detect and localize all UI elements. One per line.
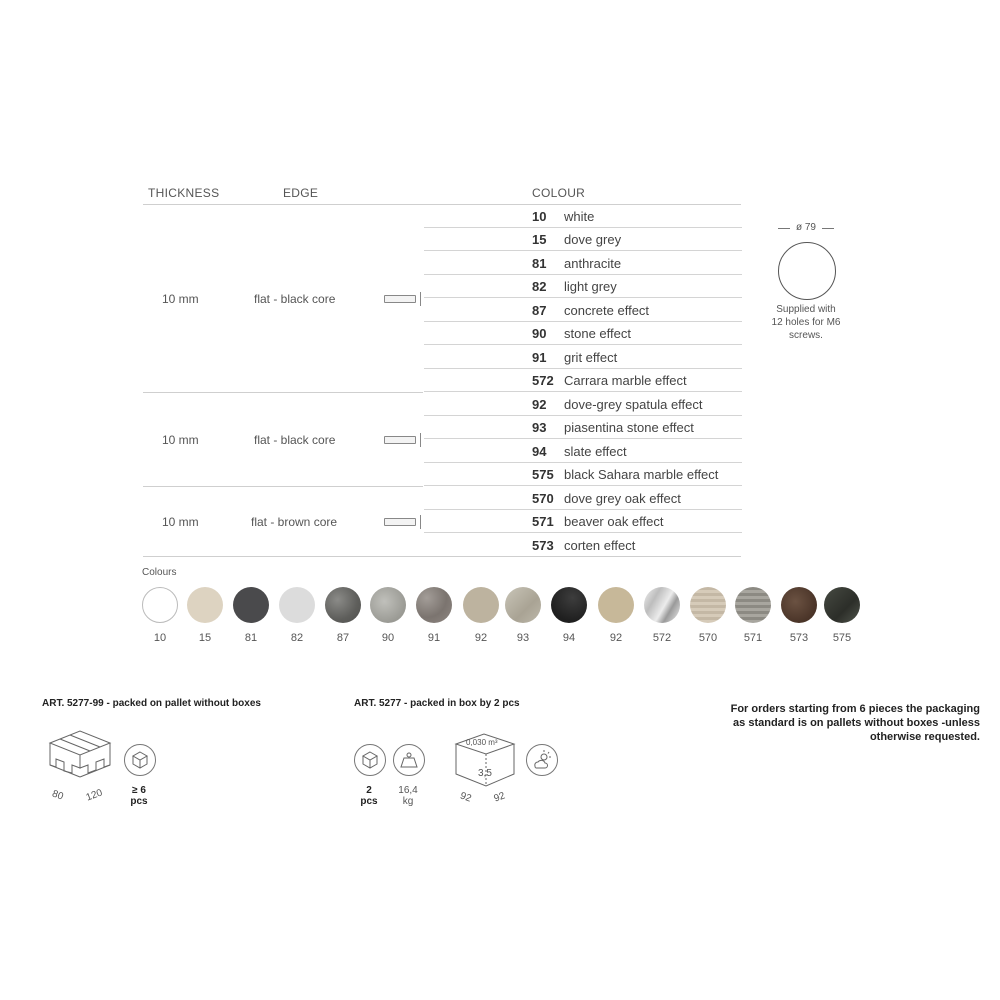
sun-cloud-icon [527,745,557,775]
group-1-edge: flat - black core [254,292,336,306]
colour-code: 573 [532,538,554,553]
colour-swatch [644,587,680,623]
box-volume: 0,030 m³ [466,738,498,747]
colour-row [532,275,742,298]
header-colour: COLOUR [532,186,586,200]
colour-code: 81 [532,256,547,271]
art2-weight [393,785,423,807]
art2-qty-unit: pcs [360,796,378,807]
colour-row [532,369,742,392]
colour-swatch [279,587,315,623]
art1-qty-unit: pcs [130,796,148,807]
round-top-note-line: screws. [789,330,823,341]
header-thickness: THICKNESS [148,186,220,200]
colour-code: 93 [532,420,547,435]
colour-name: beaver oak effect [564,514,664,529]
colour-code: 82 [532,279,547,294]
box-quantity-icon [124,744,156,776]
colour-swatch [416,587,452,623]
colour-code: 571 [532,514,554,529]
packaging-note-line: For orders starting from 6 pieces the packaging [730,703,980,715]
group-divider [143,486,423,487]
pallet-dim-b: 120 [84,787,105,804]
colour-row [532,228,742,251]
art1-qty [124,785,154,807]
colour-name: slate effect [564,444,627,459]
art2-title: ART. 5277 - packed in box by 2 pcs [354,698,520,709]
colour-row [532,252,742,275]
colour-code: 575 [532,467,554,482]
colour-row [532,510,742,533]
colour-name: stone effect [564,326,631,341]
colour-row [532,463,742,486]
swatch-label: 91 [427,632,441,644]
colour-row [532,416,742,439]
colour-name: Carrara marble effect [564,373,687,388]
box-quantity-icon [354,744,386,776]
row-divider [424,391,742,392]
row-divider [424,485,742,486]
colour-row [532,322,742,345]
colour-name: corten effect [564,538,636,553]
group-2-edge: flat - black core [254,433,336,447]
colour-name: anthracite [564,256,622,271]
colour-code: 15 [532,232,547,247]
swatch-label: 93 [516,632,530,644]
colour-name: concrete effect [564,303,650,318]
colour-swatch [505,587,541,623]
packaging-note-line: otherwise requested. [869,731,980,743]
swatch-label: 90 [381,632,395,644]
row-divider [424,438,742,439]
colour-code: 87 [532,303,547,318]
diameter-dimension [778,222,834,233]
round-top-note [750,303,862,342]
swatch-label: 81 [244,632,258,644]
colour-swatch [551,587,587,623]
swatch-label: 571 [743,632,763,644]
swatch-label: 575 [832,632,852,644]
art2-qty-value: 2 [366,785,372,796]
group-2-thickness: 10 mm [162,433,199,447]
swatch-label: 87 [336,632,350,644]
pallet-dim-a: 80 [50,788,65,803]
box-dim-a: 92 [458,790,473,805]
colour-name: dove grey [564,232,622,247]
art2-qty [354,785,384,807]
colour-row [532,440,742,463]
colour-swatch [824,587,860,623]
swatch-label: 92 [609,632,623,644]
swatch-label: 92 [474,632,488,644]
packaging-note [680,702,980,744]
colour-row [532,534,742,557]
row-divider [424,532,742,533]
weight-symbol-icon [394,745,424,775]
row-divider [424,250,742,251]
colour-name: light grey [564,279,617,294]
colour-row [532,346,742,369]
edge-profile-icon [384,295,416,303]
swatch-label: 572 [652,632,672,644]
cube-icon [355,745,385,775]
colour-swatch [598,587,634,623]
colour-swatch [735,587,771,623]
box-dim-b: 92 [492,790,507,805]
colour-swatch [142,587,178,623]
swatch-label: 94 [562,632,576,644]
colour-swatch [370,587,406,623]
group-1-thickness: 10 mm [162,292,199,306]
colour-code: 10 [532,209,547,224]
box-height: 3,5 [478,768,492,779]
swatch-label: 10 [153,632,167,644]
weight-icon [393,744,425,776]
art1-qty-value: ≥ 6 [132,785,146,796]
swatches-title: Colours [142,567,177,578]
round-top-note-line: 12 holes for M6 [771,317,841,328]
colour-swatch [690,587,726,623]
colour-name: dove grey oak effect [564,491,681,506]
diameter-label: ø 79 [795,222,816,233]
group-3-edge: flat - brown core [251,515,338,529]
colour-name: black Sahara marble effect [564,467,719,482]
swatch-label: 15 [198,632,212,644]
colour-code: 572 [532,373,554,388]
weather-protection-icon [526,744,558,776]
pallet-icon [42,725,118,781]
round-top-note-line: Supplied with [776,304,836,315]
group-divider [143,392,423,393]
colour-name: dove-grey spatula effect [564,397,703,412]
art2-weight-unit: kg [402,796,414,807]
colour-row [532,487,742,510]
colour-name: grit effect [564,350,618,365]
swatch-label: 570 [698,632,718,644]
colour-code: 94 [532,444,547,459]
header-edge: EDGE [283,186,319,200]
packaging-note-line: as standard is on pallets without boxes -unless [733,717,980,729]
art2-weight-value: 16,4 [398,785,418,796]
colour-name: piasentina stone effect [564,420,694,435]
swatch-label: 573 [789,632,809,644]
colour-code: 90 [532,326,547,341]
colour-code: 91 [532,350,547,365]
edge-profile-icon [384,436,416,444]
group-3-thickness: 10 mm [162,515,199,529]
colour-swatch [325,587,361,623]
row-divider [424,344,742,345]
colour-code: 92 [532,397,547,412]
colour-row [532,205,742,228]
colour-row [532,393,742,416]
round-top-circle-icon [778,242,836,300]
colour-row [532,299,742,322]
cube-icon [125,745,155,775]
colour-swatch [187,587,223,623]
colour-swatch [463,587,499,623]
colour-code: 570 [532,491,554,506]
art1-title: ART. 5277-99 - packed on pallet without boxes [42,698,261,709]
swatch-label: 82 [290,632,304,644]
colour-name: white [564,209,595,224]
row-divider [424,297,742,298]
colour-swatch [781,587,817,623]
edge-profile-icon [384,518,416,526]
colour-swatch [233,587,269,623]
